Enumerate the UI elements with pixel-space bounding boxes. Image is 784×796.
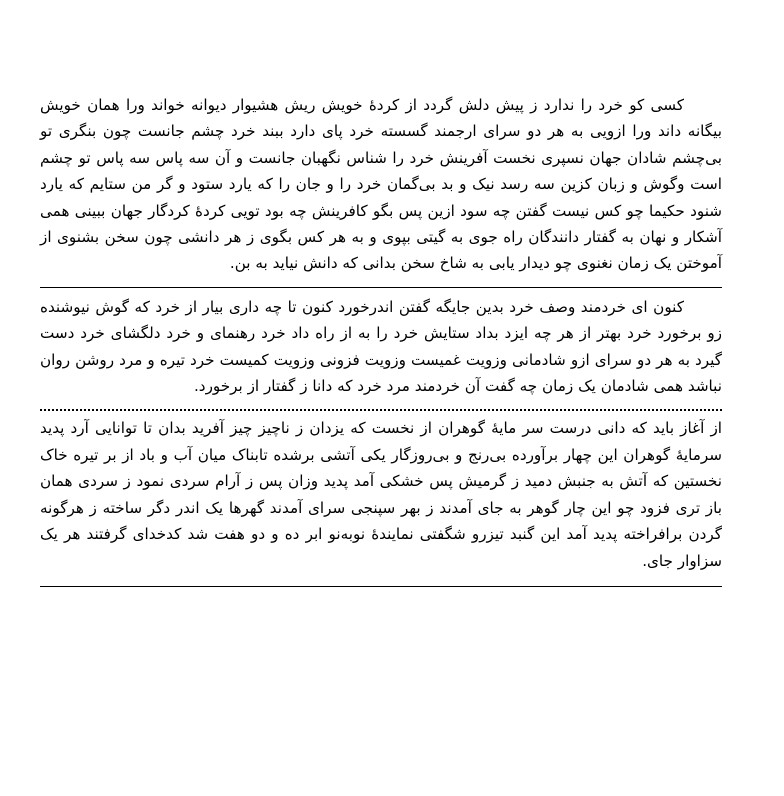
section-divider-solid <box>40 287 722 288</box>
paragraph-creation-of-world: از آغاز باید که دانی درست سر مایهٔ گوهران از نخست که یزدان ز ناچیز چیز آفرید بدان تا توانایی آرد پدید سرمایهٔ گوهران این چهار برآورده بی‌رنج و بی‌روزگار یکی آتشی برشده تابناک میان آب و باد از بر تیره خاک نخستین که آتش به جنبش دمید ز گرمیش پس خشکی آمد پدید وزان پس ز آرام سردی نمود ز سردی همان باز تری فزود چو این چار گوهر به جای آمدند ز بهر سپنجی سرای آمدند گهرها یک اندر دگر ساخته ز هرگونه گردن برافراخته پدید آمد این گنبد تیزرو شگفتی نمایندهٔ نوبه‌نو ابر ده و دو هفت شد کدخدای گرفتند هر یک سزاوار جای. <box>40 419 722 570</box>
paragraph-wisdom-description: کنون ای خردمند وصف خرد بدین جایگه گفتن اندرخورد کنون تا چه داری بیار از خرد که گوش نیوشنده زو برخورد خرد بهتر از هر چه ایزد بداد ستایش خرد را به از راه داد خرد رهنمای و خرد دلگشای خرد دست گیرد به هر دو سرای ازو شادمانی وزویت غمیست وزویت فزونی وزویت کمیست خرد تیره و مرد روشن روان نباشد همی شادمان یک زمان چه گفت آن خردمند مرد خرد که دانا ز گفتار از برخورد. <box>40 297 722 396</box>
section-divider-dotted <box>40 409 722 411</box>
section-divider-bottom <box>40 586 722 587</box>
document-page <box>40 92 722 587</box>
paragraph-wisdom-praise: کسی کو خرد را ندارد ز پیش دلش گردد از کردهٔ خویش ریش هشیوار دیوانه خواند ورا همان خویش بیگانه داند ورا ازویی به هر دو سرای ارجمند گسسته خرد پای دارد ببند خرد چشم جانست چون بنگری تو بی‌چشم شادان جهان نسپری نخست آفرینش خرد را شناس نگهبان جانست و آن سه پاس سه پاس تو چشم است وگوش و زبان کزین سه رسد نیک و بد بی‌گمان خرد را و جان را که یارد ستود و گر من ستایم که یارد شنود حکیما چو کس نیست گفتن چه سود ازین پس بگو کافرینش چه بود تویی کردهٔ کردگار جهان ببینی همی آشکار و نهان به گفتار دانندگان راه جوی به گیتی بپوی و به هر کس بگوی ز هر دانشی چون سخن بشنوی از آموختن یک زمان نغنوی چو دیدار یابی به شاخ سخن بدانی که دانش نیاید به بن. <box>40 96 722 273</box>
